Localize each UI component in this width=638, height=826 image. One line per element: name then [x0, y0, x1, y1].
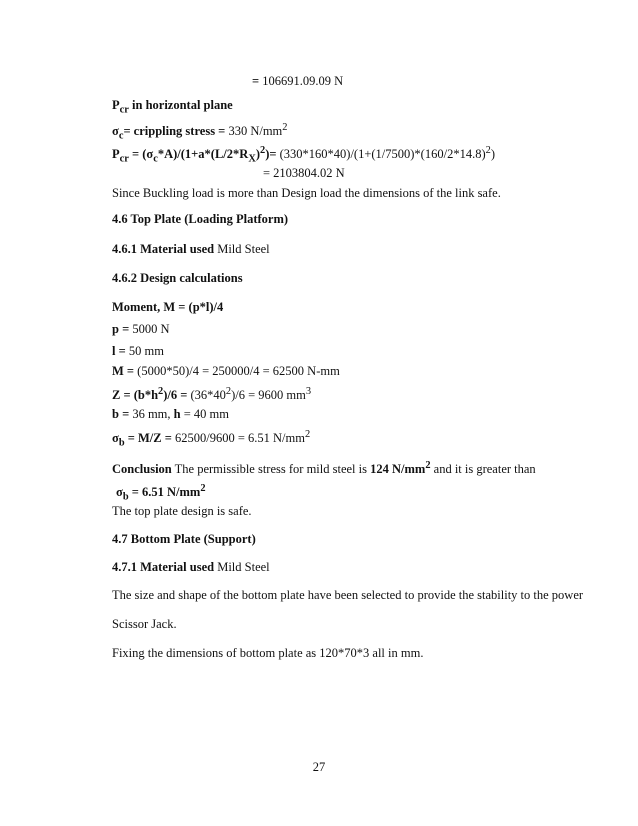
- moment-formula: Moment, M = (p*l)/4: [112, 300, 224, 314]
- bending-stress-value: $\sigma_b = 6.51$ $N/mm^2$: [116, 483, 206, 503]
- pcr-formula-line: $P_{cr} = (\sigma_c*A)/(1+a*(L/2*R_X)^2)= (330*160*40)/(1+(1/7500)*(160/2*14.8)^2)$: [112, 145, 495, 165]
- dimensions-b-h-line: b = 36 mm, h = 40 mm: [112, 407, 229, 421]
- section-4-7-1-material: 4.7.1 Material used Mild Steel: [112, 560, 270, 574]
- section-4-6-1-material: 4.6.1 Material used Mild Steel: [112, 242, 270, 256]
- buckling-load-result-line: = 106691.09.09 N: [252, 74, 344, 88]
- bottom-plate-paragraph-line-1: The size and shape of the bottom plate have been selected to provide the stability to the power: [112, 588, 584, 602]
- pcr-horizontal-heading: $P_{cr}$ in horizontal plane: [112, 98, 233, 116]
- bottom-plate-paragraph-line-2: Scissor Jack.: [112, 617, 177, 631]
- pcr-result-line: = 2103804.02 N: [263, 166, 345, 180]
- section-4-6-2-heading: 4.6.2 Design calculations: [112, 271, 243, 285]
- load-p-line: p = 5000 N: [112, 322, 170, 336]
- conclusion-line: Conclusion The permissible stress for mild steel is 124 $N/mm^2$ and it is greater than: [112, 460, 536, 477]
- buckling-conclusion: Since Buckling load is more than Design load the dimensions of the link safe.: [112, 186, 501, 200]
- length-l-line: l = 50 mm: [112, 344, 164, 358]
- bottom-plate-dimensions: Fixing the dimensions of bottom plate as 120*70*3 all in mm.: [112, 646, 424, 660]
- bending-stress-line: $\sigma_b = M/Z = 62500/9600 = 6.51$ $N/mm^2$: [112, 429, 311, 449]
- top-plate-safe-statement: The top plate design is safe.: [112, 504, 252, 518]
- section-4-7-heading: 4.7 Bottom Plate (Support): [112, 532, 256, 546]
- section-modulus-line: $Z = (b*h^2)/6 = (36*40^2)/6 = 9600$ $mm^3$: [112, 386, 312, 403]
- section-4-6-heading: 4.6 Top Plate (Loading Platform): [112, 212, 289, 226]
- page-number: 27: [312, 760, 326, 774]
- crippling-stress-line: $\sigma_c=$ crippling stress = 330 $N/mm^2$: [112, 122, 288, 142]
- moment-value-line: M = (5000*50)/4 = 250000/4 = 62500 N-mm: [112, 364, 340, 378]
